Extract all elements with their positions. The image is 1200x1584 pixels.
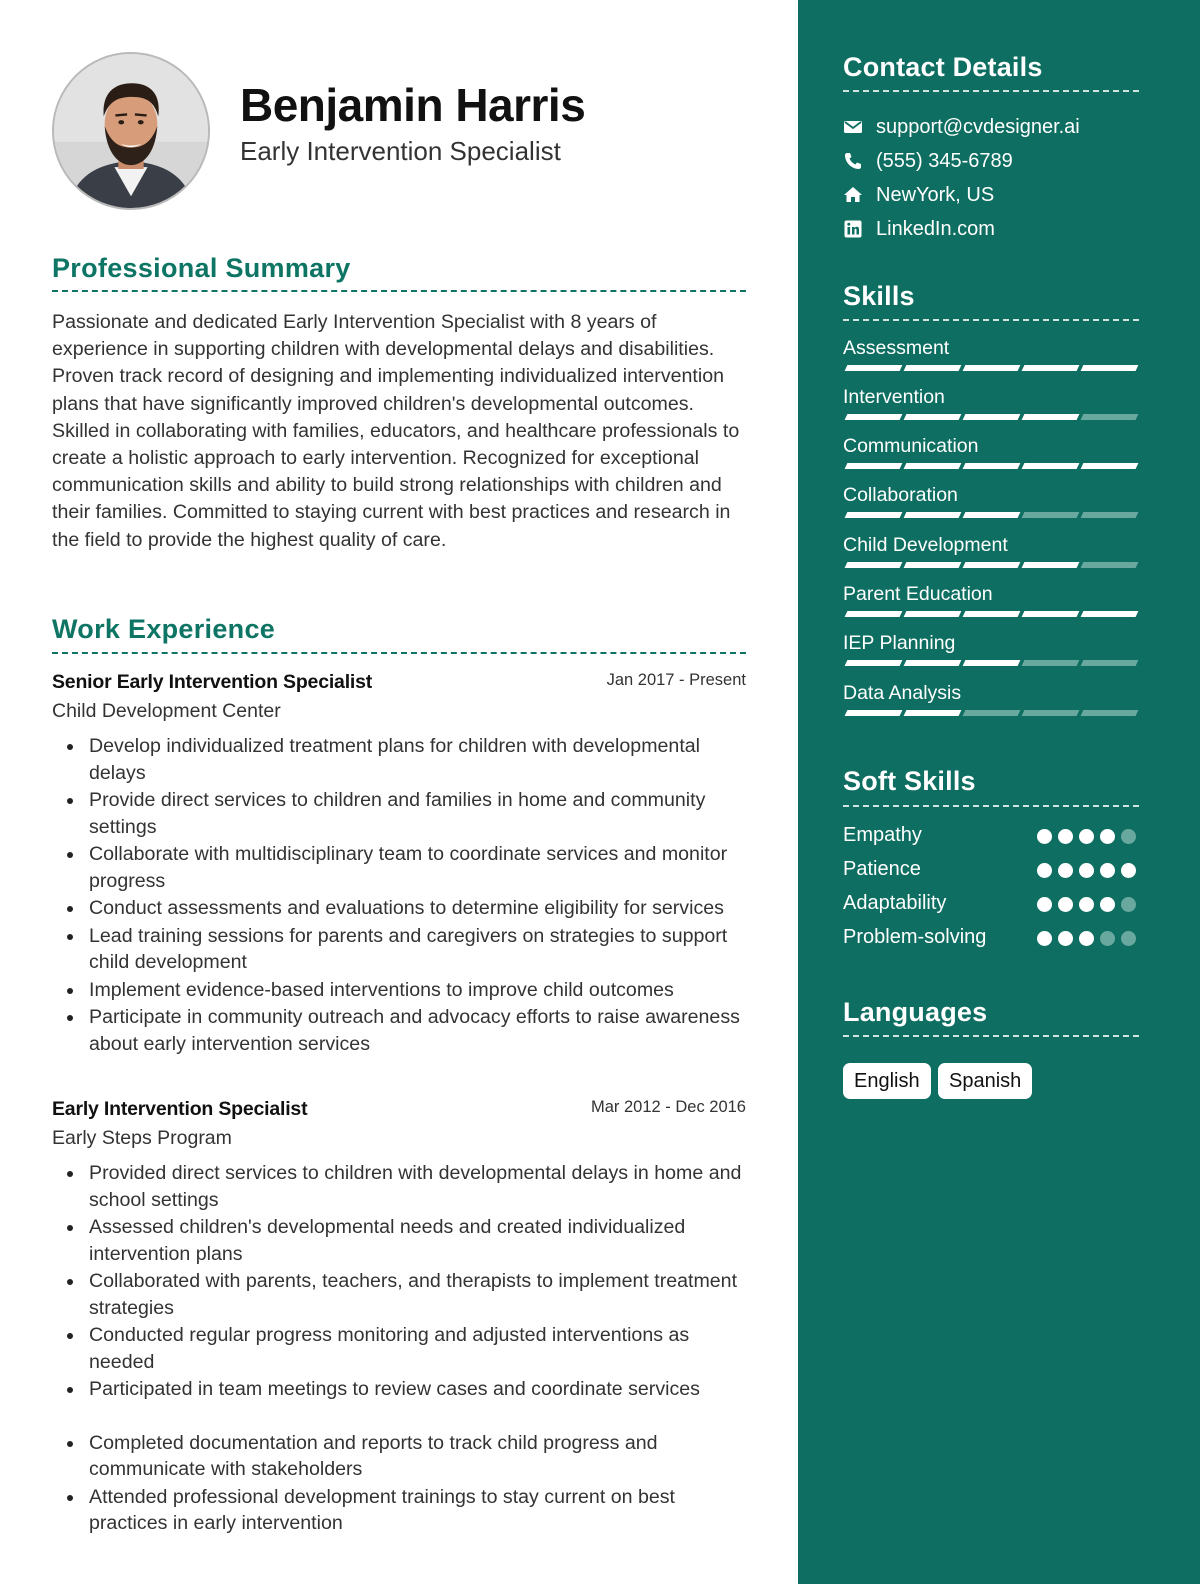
skill-label: Child Development — [843, 534, 1008, 556]
skill-segment-filled — [963, 660, 1021, 666]
skill-segment-filled — [963, 611, 1021, 617]
skill-label: Data Analysis — [843, 682, 962, 704]
soft-skill-label: Patience — [843, 858, 921, 880]
rating-dot-filled — [1037, 829, 1052, 844]
skill-item — [843, 386, 1139, 412]
rating-dot-filled — [1079, 863, 1094, 878]
job-bullet: Participated in team meetings to review cases and coordinate services — [52, 1376, 746, 1403]
job-bullet: Collaborate with multidisciplinary team to coordinate services and monitor progress — [52, 841, 746, 894]
skill-segment-filled — [963, 512, 1021, 518]
soft-skill-item — [843, 824, 1139, 850]
skill-segment-filled — [845, 611, 903, 617]
skill-segment-empty — [1081, 562, 1139, 568]
skill-label: Parent Education — [843, 583, 993, 605]
skills-divider — [843, 319, 1139, 321]
skill-segment-empty — [1081, 414, 1139, 420]
job-bullet: Implement evidence-based interventions to improve child outcomes — [52, 977, 746, 1004]
profile-photo — [54, 54, 208, 208]
job-bullets — [52, 1160, 746, 1537]
soft-skill-rating — [1037, 829, 1137, 845]
skill-item — [843, 534, 1139, 560]
contact-heading: Contact Details — [843, 52, 1043, 82]
avatar — [52, 52, 210, 210]
skill-label: Collaboration — [843, 484, 958, 506]
skill-bar — [843, 463, 1139, 471]
skill-bar — [843, 660, 1139, 668]
skill-bar — [843, 562, 1139, 570]
skill-segment-empty — [1081, 710, 1139, 716]
skill-segment-filled — [963, 365, 1021, 371]
skill-label: IEP Planning — [843, 632, 956, 654]
rating-dot-filled — [1121, 863, 1136, 878]
soft-skill-rating — [1037, 897, 1137, 913]
job-role: Early Intervention Specialist — [52, 1098, 308, 1120]
skill-segment-empty — [1022, 710, 1080, 716]
skill-segment-filled — [1022, 463, 1080, 469]
rating-dot-filled — [1058, 863, 1073, 878]
skill-segment-filled — [1081, 611, 1139, 617]
contact-location — [843, 182, 994, 208]
skill-segment-filled — [904, 463, 962, 469]
languages-divider — [843, 1035, 1139, 1037]
job-bullet: Conducted regular progress monitoring and adjusted interventions as needed — [52, 1322, 746, 1375]
rating-dot-filled — [1037, 897, 1052, 912]
job-bullet: Collaborated with parents, teachers, and therapists to implement treatment strategies — [52, 1268, 746, 1321]
linkedin-icon — [843, 219, 863, 239]
summary-heading: Professional Summary — [52, 253, 351, 283]
home-icon — [843, 185, 863, 205]
skill-item — [843, 337, 1139, 363]
soft-skill-item — [843, 892, 1139, 918]
contact-linkedin[interactable] — [843, 216, 995, 242]
skill-item — [843, 583, 1139, 609]
skill-segment-filled — [1022, 562, 1080, 568]
job-bullet: Completed documentation and reports to track child progress and communicate with stakeholders — [52, 1430, 746, 1483]
job-bullet: Provide direct services to children and families in home and community settings — [52, 787, 746, 840]
skill-item — [843, 435, 1139, 461]
job-bullet: Attended professional development trainings to stay current on best practices in early intervention — [52, 1484, 746, 1537]
skill-segment-filled — [963, 463, 1021, 469]
job-date: Mar 2012 - Dec 2016 — [590, 1098, 746, 1116]
skill-segment-filled — [963, 562, 1021, 568]
skill-segment-filled — [845, 512, 903, 518]
skill-segment-empty — [1081, 512, 1139, 518]
job-role: Senior Early Intervention Specialist — [52, 671, 373, 693]
skills-heading: Skills — [843, 281, 915, 311]
skill-item — [843, 682, 1139, 708]
job-entry — [52, 1098, 746, 1537]
skill-segment-filled — [963, 414, 1021, 420]
soft-skills-divider — [843, 805, 1139, 807]
skill-segment-empty — [1081, 660, 1139, 666]
job-company: Child Development Center — [52, 700, 281, 722]
job-bullet: Develop individualized treatment plans for children with developmental delays — [52, 733, 746, 786]
rating-dot-filled — [1100, 829, 1115, 844]
job-bullet: Conduct assessments and evaluations to determine eligibility for services — [52, 895, 746, 922]
candidate-title: Early Intervention Specialist — [240, 136, 561, 166]
skill-segment-filled — [904, 660, 962, 666]
skill-segment-filled — [904, 512, 962, 518]
language-tag: English — [843, 1063, 931, 1099]
language-tag: Spanish — [938, 1063, 1032, 1099]
rating-dot-filled — [1100, 897, 1115, 912]
skill-label: Communication — [843, 435, 979, 457]
skill-segment-filled — [1022, 414, 1080, 420]
job-entry — [52, 671, 746, 1057]
skill-segment-filled — [1022, 365, 1080, 371]
soft-skill-label: Problem-solving — [843, 926, 987, 948]
soft-skill-rating — [1037, 863, 1137, 879]
skill-segment-filled — [845, 414, 903, 420]
skill-segment-empty — [1022, 660, 1080, 666]
job-bullet: Provided direct services to children with developmental delays in home and school settings — [52, 1160, 746, 1213]
contact-linkedin-text: LinkedIn.com — [876, 217, 995, 240]
rating-dot-filled — [1058, 931, 1073, 946]
rating-dot-filled — [1079, 931, 1094, 946]
soft-skills-heading: Soft Skills — [843, 766, 976, 796]
experience-heading: Work Experience — [52, 614, 276, 644]
rating-dot-filled — [1079, 897, 1094, 912]
soft-skill-label: Empathy — [843, 824, 922, 846]
contact-email-text: support@cvdesigner.ai — [876, 115, 1080, 138]
job-bullet: Participate in community outreach and advocacy efforts to raise awareness about early intervention services — [52, 1004, 746, 1057]
contact-phone-text: (555) 345-6789 — [876, 149, 1013, 172]
envelope-icon — [843, 117, 863, 137]
languages-heading: Languages — [843, 997, 988, 1027]
skill-segment-filled — [904, 562, 962, 568]
soft-skill-item — [843, 858, 1139, 884]
contact-location-text: NewYork, US — [876, 183, 995, 206]
soft-skill-label: Adaptability — [843, 892, 947, 914]
job-date: Jan 2017 - Present — [606, 671, 746, 689]
rating-dot-filled — [1037, 863, 1052, 878]
rating-dot-filled — [1037, 931, 1052, 946]
skill-segment-filled — [1081, 463, 1139, 469]
rating-dot-empty — [1121, 931, 1136, 946]
rating-dot-empty — [1100, 931, 1115, 946]
soft-skill-item — [843, 926, 1139, 952]
summary-divider — [52, 290, 746, 292]
skill-segment-filled — [904, 710, 962, 716]
phone-icon — [843, 151, 863, 171]
skill-segment-empty — [963, 710, 1021, 716]
skill-segment-filled — [845, 463, 903, 469]
skill-segment-filled — [845, 660, 903, 666]
job-bullets — [52, 733, 746, 1057]
job-bullet: Assessed children's developmental needs and created individualized intervention plans — [52, 1214, 746, 1267]
skill-label: Assessment — [843, 337, 950, 359]
sidebar — [798, 0, 1200, 1584]
skill-segment-filled — [1022, 611, 1080, 617]
summary-text: Passionate and dedicated Early Intervention Specialist with 8 years of experience in supporting children with developmental delays and disabilities. Proven track record of designing and implementing individualized intervention plans that have significantly improved children's developmental outcomes. Skilled in collaborating with families, educators, and healthcare professionals to create a holistic approach to early intervention. Recognized for exceptional communication skills and ability to build strong relationships with children and their families. Committed to staying current with best practices and research in the field to provide the highest quality of care. — [52, 311, 740, 551]
soft-skill-rating — [1037, 931, 1137, 947]
skill-bar — [843, 710, 1139, 718]
contact-phone[interactable] — [843, 148, 1013, 174]
job-bullet: Lead training sessions for parents and caregivers on strategies to support child development — [52, 923, 746, 976]
skill-segment-filled — [845, 562, 903, 568]
rating-dot-filled — [1058, 829, 1073, 844]
skill-bar — [843, 414, 1139, 422]
skill-segment-filled — [904, 611, 962, 617]
skill-bar — [843, 365, 1139, 373]
rating-dot-filled — [1079, 829, 1094, 844]
resume-header — [52, 52, 752, 210]
contact-divider — [843, 90, 1139, 92]
skill-segment-filled — [845, 365, 903, 371]
candidate-name: Benjamin Harris — [240, 79, 586, 131]
experience-divider — [52, 652, 746, 654]
skill-bar — [843, 611, 1139, 619]
skill-segment-filled — [845, 710, 903, 716]
skill-segment-empty — [1022, 512, 1080, 518]
rating-dot-empty — [1121, 829, 1136, 844]
rating-dot-empty — [1121, 897, 1136, 912]
contact-email[interactable] — [843, 114, 1080, 140]
skill-segment-filled — [904, 365, 962, 371]
rating-dot-filled — [1058, 897, 1073, 912]
skill-segment-filled — [904, 414, 962, 420]
skill-bar — [843, 512, 1139, 520]
skill-label: Intervention — [843, 386, 945, 408]
job-company: Early Steps Program — [52, 1127, 232, 1149]
rating-dot-filled — [1100, 863, 1115, 878]
skill-segment-filled — [1081, 365, 1139, 371]
skill-item — [843, 632, 1139, 658]
skill-item — [843, 484, 1139, 510]
